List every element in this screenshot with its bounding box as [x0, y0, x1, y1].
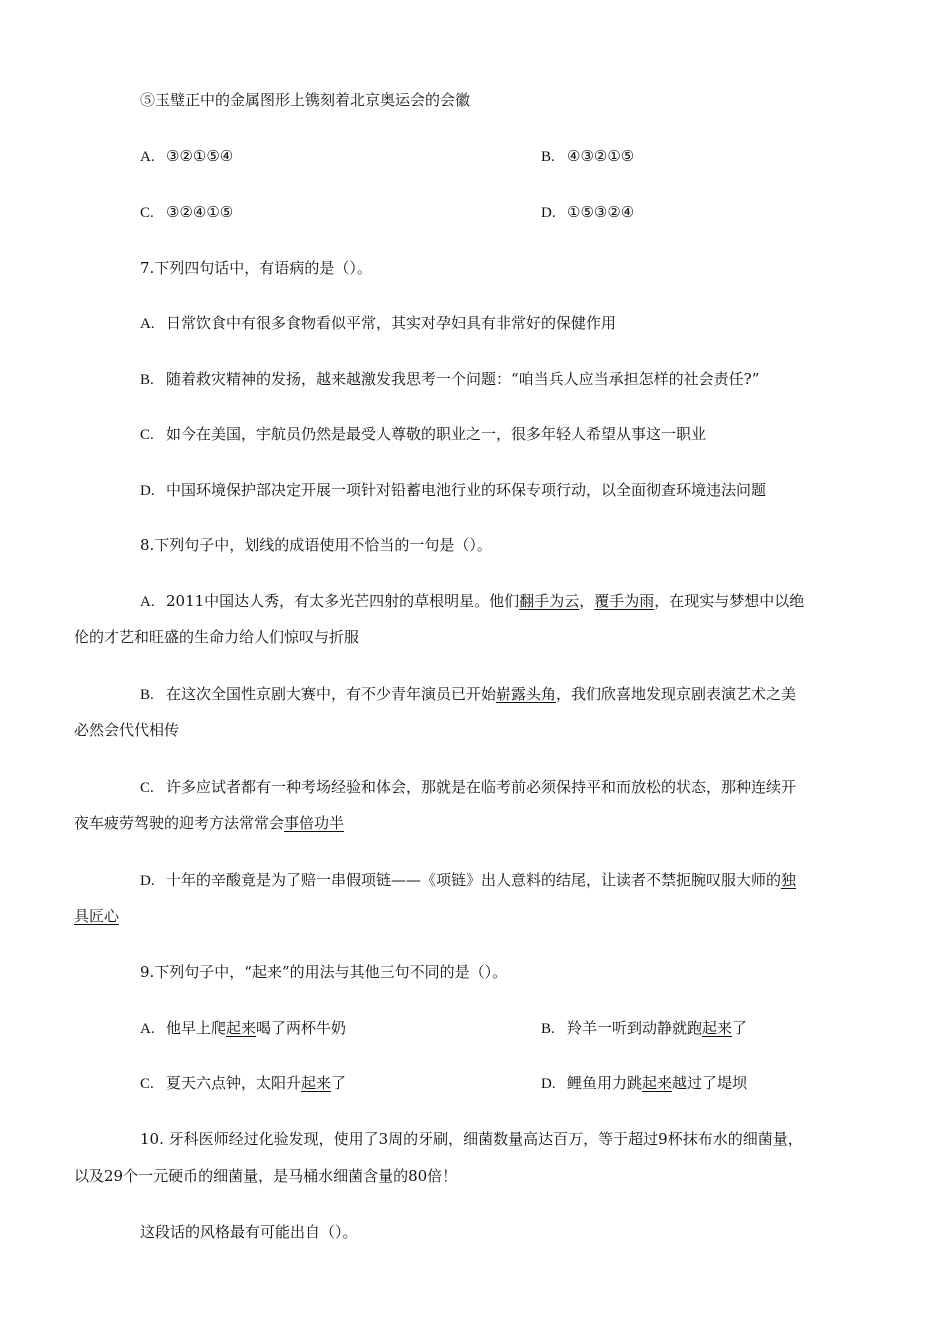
q7-option-c	[140, 424, 706, 445]
option-letter: D.	[140, 873, 155, 889]
q8-option-a-line2: 伦的才艺和旺盛的生命力给人们惊叹与折服	[74, 628, 360, 646]
q10-stem-line2: 以及29个一元硬币的细菌量，是马桶水细菌含量的80倍！	[74, 1167, 458, 1185]
option-text: 如今在美国，宇航员仍然是最受人尊敬的职业之一，很多年轻人希望从事这一职业	[166, 425, 707, 443]
q9-option-d	[541, 1073, 747, 1094]
q9-option-b	[541, 1018, 747, 1039]
option-text: 了	[732, 1019, 748, 1037]
underlined-word: 起来	[642, 1074, 673, 1092]
underlined-idiom: 崭露头角	[496, 685, 557, 703]
option-text: ，在现实与梦想中以绝	[654, 592, 805, 610]
q9-option-c	[140, 1073, 346, 1094]
option-text: ①⑤③②④	[567, 203, 635, 221]
q8-option-a-line1	[140, 591, 804, 612]
option-text: 羚羊一听到动静就跑	[567, 1019, 703, 1037]
option-letter: A.	[140, 316, 155, 332]
option-letter: C.	[140, 427, 154, 443]
q6-option-c	[140, 202, 233, 223]
option-letter: D.	[541, 205, 556, 221]
q10-stem-line1: 10. 牙科医师经过化验发现，使用了3周的牙刷，细菌数量高达百万，等于超过9杯抹布水的细菌量，	[140, 1130, 803, 1148]
q8-option-c-line1	[140, 777, 796, 798]
q8-option-d-line1	[140, 870, 796, 891]
option-text: 随着救灾精神的发扬，越来越激发我思考一个问题：“咱当兵人应当承担怎样的社会责任?”	[166, 370, 760, 388]
option-text: 2011中国达人秀，有太多光芒四射的草根明星。他们	[166, 592, 520, 610]
option-letter: A.	[140, 594, 155, 610]
option-text: 十年的辛酸竟是为了赔一串假项链——《项链》出人意料的结尾，让读者不禁扼腕叹服大师的	[166, 871, 782, 889]
option-text: 喝了两杯牛奶	[256, 1019, 347, 1037]
option-letter: B.	[541, 1021, 555, 1037]
q7-option-b	[140, 369, 759, 390]
option-text: 日常饮食中有很多食物看似平常，其实对孕妇具有非常好的保健作用	[166, 314, 617, 332]
option-text: 越过了堤坝	[672, 1074, 748, 1092]
option-text: ，	[579, 592, 595, 610]
option-letter: B.	[140, 687, 154, 703]
q9-stem: 9.下列句子中，“起来”的用法与其他三句不同的是（）。	[140, 963, 508, 981]
option-letter: B.	[140, 372, 154, 388]
underlined-word: 起来	[301, 1074, 332, 1092]
q6-option-a	[140, 146, 233, 167]
q8-stem: 8.下列句子中，划线的成语使用不恰当的一句是（）。	[140, 536, 492, 554]
option-letter: A.	[140, 1021, 155, 1037]
underlined-idiom: 独	[781, 871, 797, 889]
q8-option-c-line2	[74, 813, 344, 833]
q6-option-d	[541, 202, 634, 223]
option-letter: C.	[140, 780, 154, 796]
q8-option-b-line2: 必然会代代相传	[74, 721, 180, 739]
q10-question: 这段话的风格最有可能出自（）。	[140, 1223, 358, 1241]
option-text: 鲤鱼用力跳	[567, 1074, 643, 1092]
q8-option-d-line2	[74, 906, 119, 926]
option-text: 夏天六点钟，太阳升	[166, 1074, 302, 1092]
option-text: ，我们欣喜地发现京剧表演艺术之美	[556, 685, 797, 703]
option-text: 中国环境保护部决定开展一项针对铅蓄电池行业的环保专项行动，以全面彻查环境违法问题	[166, 481, 767, 499]
q9-option-a	[140, 1018, 346, 1039]
option-text: 夜车疲劳驾驶的迎考方法常常会	[74, 814, 285, 832]
option-text: 在这次全国性京剧大赛中，有不少青年演员已开始	[166, 685, 497, 703]
underlined-idiom: 翻手为云	[519, 592, 580, 610]
underlined-idiom: 事倍功半	[284, 814, 345, 832]
option-text: 他早上爬	[166, 1019, 227, 1037]
q7-option-d	[140, 480, 766, 501]
q6-option-b	[541, 146, 634, 167]
option-letter: C.	[140, 205, 154, 221]
q8-option-b-line1	[140, 684, 796, 705]
underlined-idiom: 覆手为雨	[594, 592, 655, 610]
underlined-idiom: 具匠心	[74, 907, 120, 925]
option-text: ④③②①⑤	[567, 147, 635, 165]
list-item-5: ⑤玉璧正中的金属图形上镌刻着北京奥运会的会徽	[140, 91, 471, 109]
q7-option-a	[140, 313, 616, 334]
option-text: 了	[331, 1074, 347, 1092]
option-letter: A.	[140, 149, 155, 165]
q7-stem: 7.下列四句话中，有语病的是（）。	[140, 259, 372, 277]
underlined-word: 起来	[702, 1019, 733, 1037]
option-text: 许多应试者都有一种考场经验和体会，那就是在临考前必须保持平和而放松的状态，那种连续开	[166, 778, 797, 796]
option-letter: C.	[140, 1076, 154, 1092]
option-letter: D.	[140, 483, 155, 499]
option-text: ③②④①⑤	[166, 203, 234, 221]
option-letter: B.	[541, 149, 555, 165]
option-letter: D.	[541, 1076, 556, 1092]
underlined-word: 起来	[226, 1019, 257, 1037]
option-text: ③②①⑤④	[166, 147, 234, 165]
